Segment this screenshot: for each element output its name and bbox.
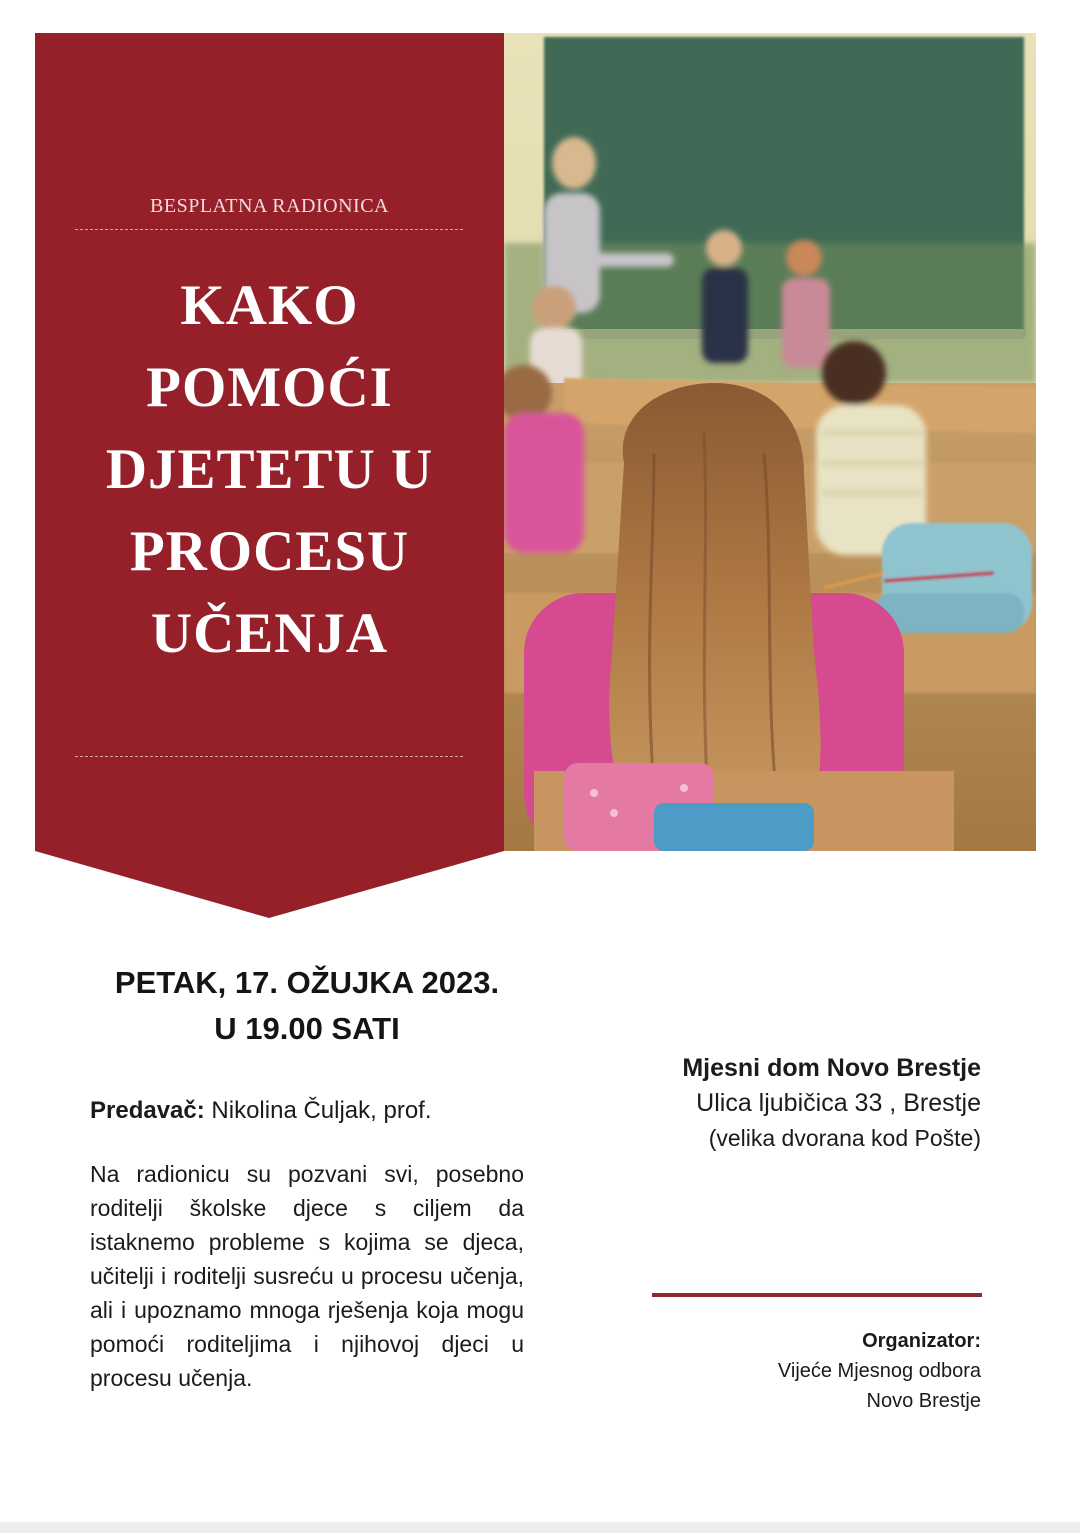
organizer-line: Novo Brestje: [866, 1390, 981, 1412]
lecturer: [90, 1097, 432, 1125]
banner-title-line: DJETETU U: [105, 438, 434, 501]
title-banner: [35, 33, 504, 918]
venue-name: Mjesni dom Novo Brestje: [682, 1054, 981, 1082]
organizer-line: Vijeće Mjesnog odbora: [777, 1360, 981, 1382]
event-date: PETAK, 17. OŽUJKA 2023.: [114, 965, 500, 1000]
banner-title: [35, 265, 504, 675]
banner-divider-bottom: [75, 756, 463, 757]
event-description: Na radionicu su pozvani svi, posebno roditelji školske djece s ciljem da istaknemo probleme s kojima se djeca, učitelji i roditelji susreću u procesu učenja, ali i upoznamo mnoga rješenja koja mogu pomoći roditeljima i njihovoj djeci u procesu učenja.: [90, 1161, 524, 1391]
classroom-photo: [504, 33, 1036, 851]
event-datetime: [60, 960, 554, 1052]
event-time: U 19.00 SATI: [214, 1011, 400, 1046]
lecturer-label: Predavač:: [90, 1097, 205, 1124]
banner-title-line: KAKO: [180, 274, 359, 337]
venue-street: Ulica ljubičica 33 , Brestje: [696, 1089, 981, 1117]
lecturer-name: Nikolina Čuljak, prof.: [211, 1097, 432, 1124]
banner-title-line: POMOĆI: [146, 356, 393, 419]
venue: [561, 1052, 981, 1154]
banner-subtitle: BESPLATNA RADIONICA: [150, 195, 389, 217]
page-bottom-strip: [0, 1522, 1080, 1533]
banner-title-line: UČENJA: [150, 602, 389, 665]
organizer-divider: [652, 1293, 982, 1297]
banner-divider-top: [75, 229, 463, 230]
organizer-label: Organizator:: [862, 1330, 981, 1352]
banner-title-line: PROCESU: [129, 520, 410, 583]
venue-note: (velika dvorana kod Pošte): [708, 1125, 981, 1151]
organizer: [621, 1326, 981, 1416]
